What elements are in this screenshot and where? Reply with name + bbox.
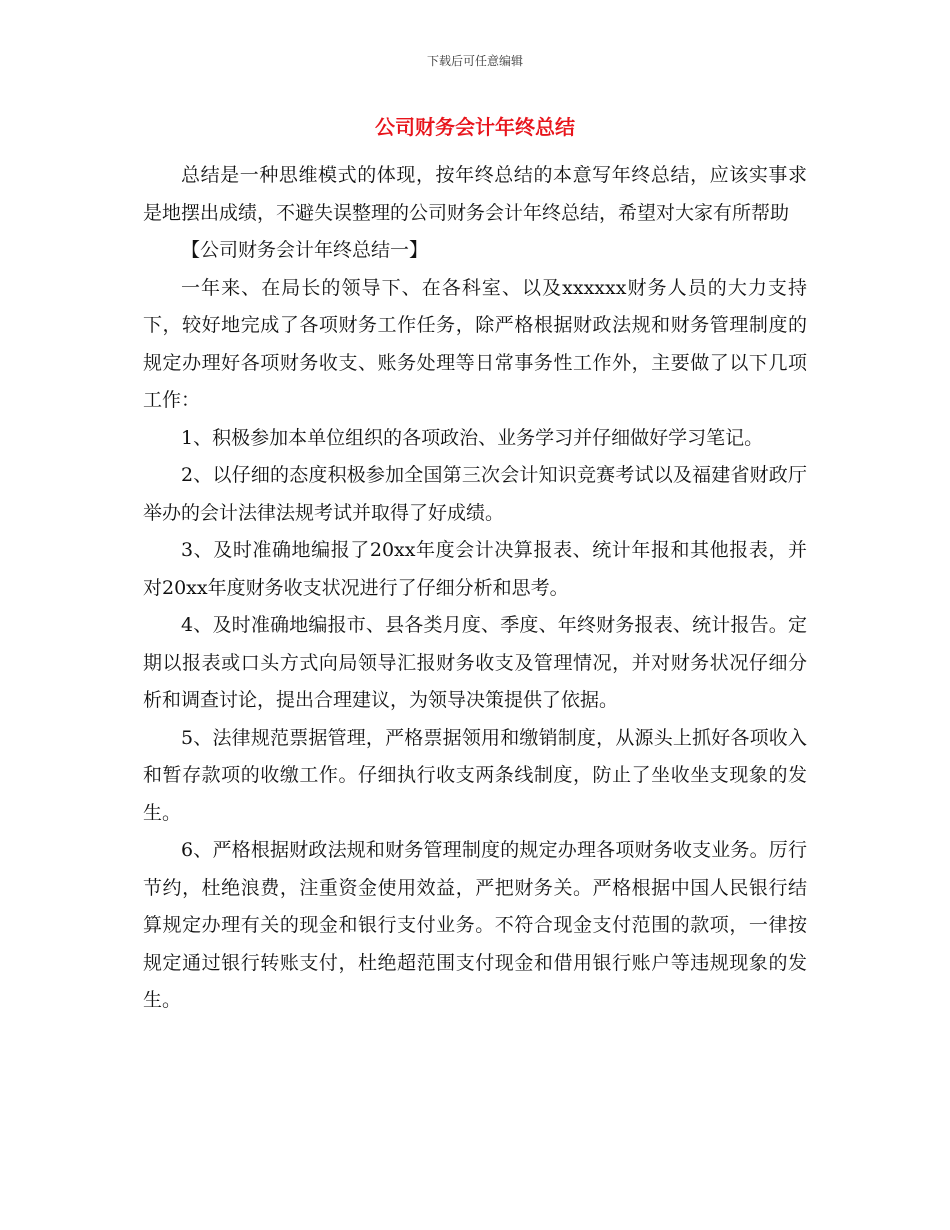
intro-paragraph: 总结是一种思维模式的体现，按年终总结的本意写年终总结，应该实事求是地摆出成绩，不避失误整理的公司财务会计年终总结，希望对大家有所帮助 [143,164,807,224]
section-heading: 【公司财务会计年终总结一】 [181,239,429,261]
body-paragraph-3: 3、及时准确地编报了20xx年度会计决算报表、统计年报和其他报表，并对20xx年度财务收支状况进行了仔细分析和思考。 [143,539,807,599]
body-paragraph-4: 4、及时准确地编报市、县各类月度、季度、年终财务报表、统计报告。定期以报表或口头方式向局领导汇报财务收支及管理情况，并对财务状况仔细分析和调查讨论，提出合理建议，为领导决策提供了依据。 [143,614,807,711]
header-note: 下载后可任意编辑 [426,54,523,68]
body-paragraph-1: 1、积极参加本单位组织的各项政治、业务学习并仔细做好学习笔记。 [181,426,764,449]
body-paragraph-2: 2、以仔细的态度积极参加全国第三次会计知识竞赛考试以及福建省财政厅举办的会计法律法规考试并取得了好成绩。 [143,464,807,524]
body-paragraph-intro: 一年来、在局长的领导下、在各科室、以及xxxxxx财务人员的大力支持下，较好地完成了各项财务工作任务，除严格根据财政法规和财务管理制度的规定办理好各项财务收支、账务处理等日常事务性工作外，主要做了以下几项工作： [143,276,807,411]
body-paragraph-5: 5、法律规范票据管理，严格票据领用和缴销制度，从源头上抓好各项收入和暂存款项的收缴工作。仔细执行收支两条线制度，防止了坐收坐支现象的发生。 [143,726,807,824]
document-title: 公司财务会计年终总结 [375,115,575,139]
document-body [143,157,807,1020]
body-paragraph-6: 6、严格根据财政法规和财务管理制度的规定办理各项财务收支业务。厉行节约，杜绝浪费，注重资金使用效益，严把财务关。严格根据中国人民银行结算规定办理有关的现金和银行支付业务。不符合现金支付范围的款项，一律按规定通过银行转账支付，杜绝超范围支付现金和借用银行账户等违规现象的发生。 [143,839,807,1011]
